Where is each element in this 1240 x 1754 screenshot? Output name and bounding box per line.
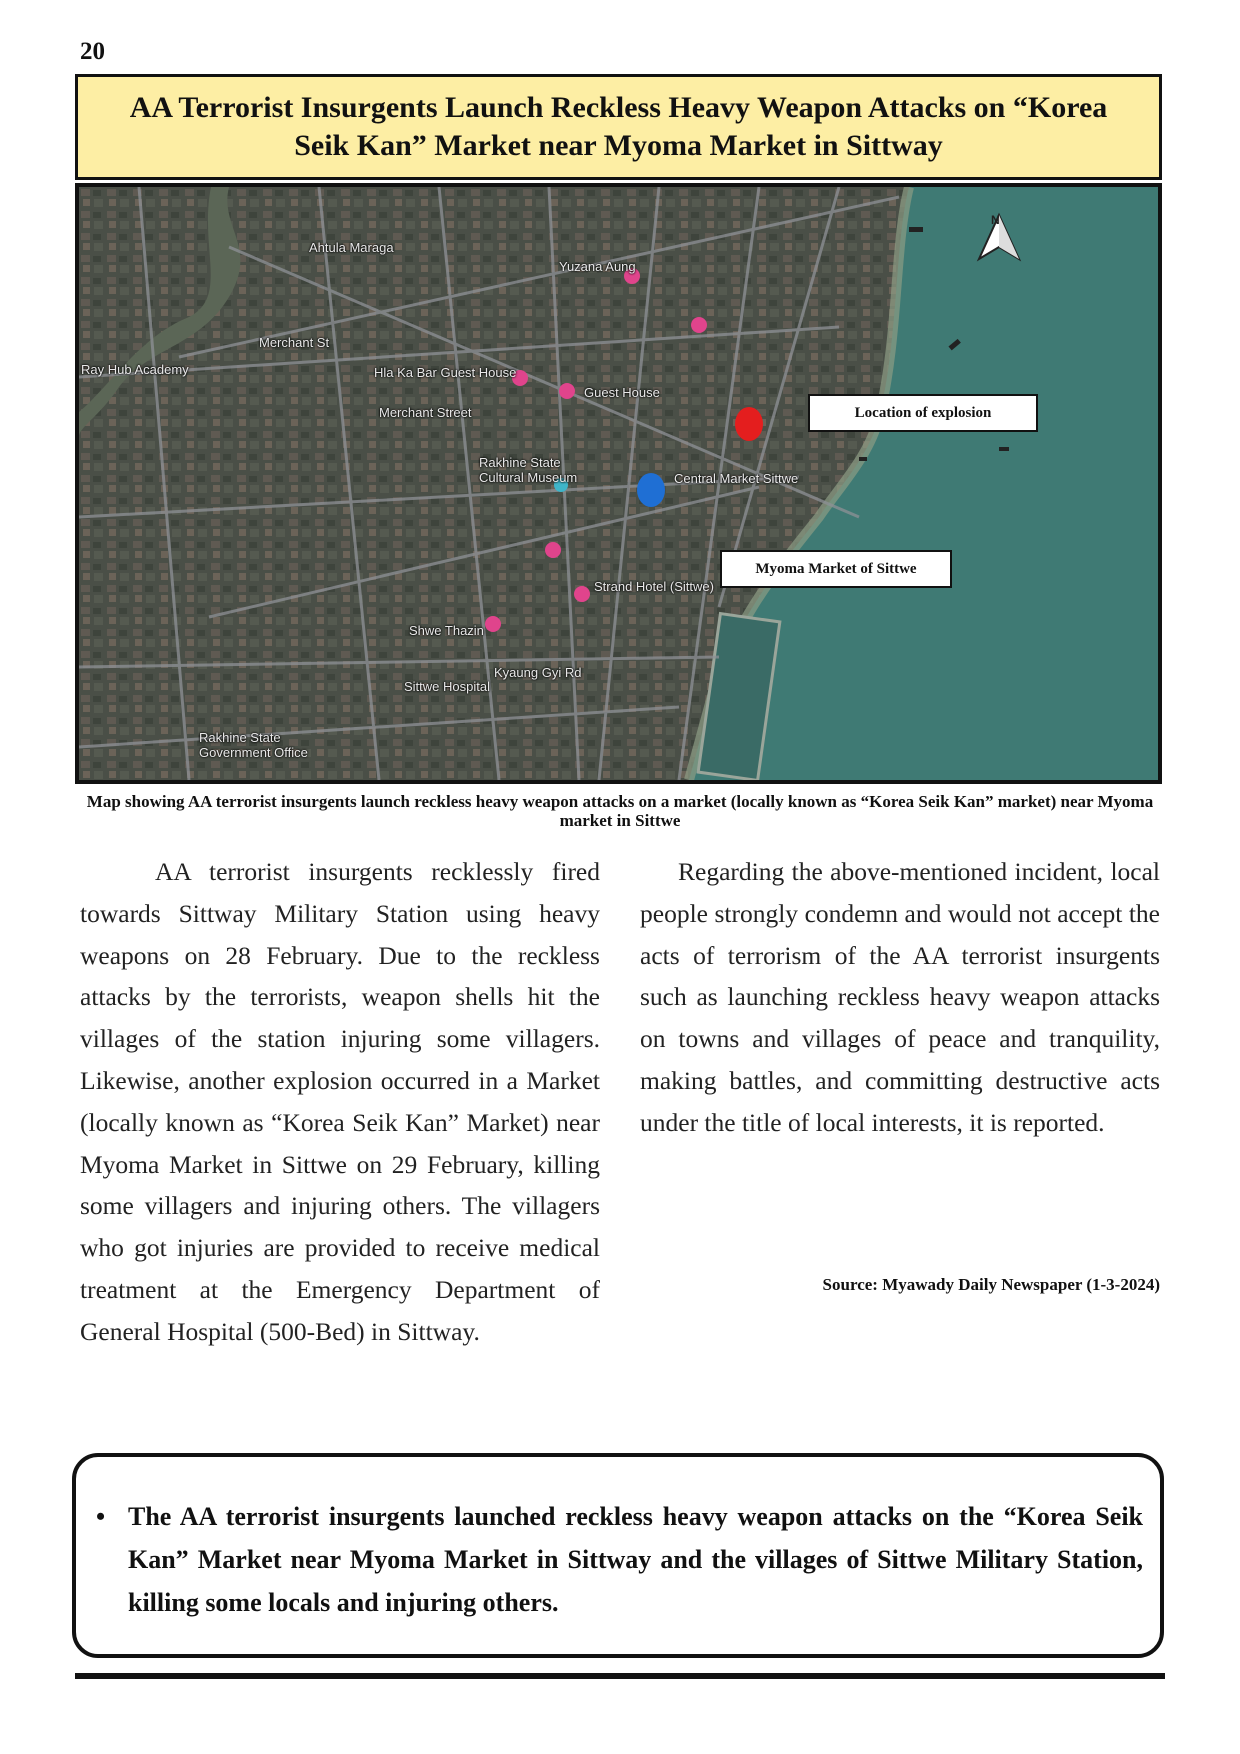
map-place-name: Ahtula Maraga: [309, 240, 394, 255]
explosion-marker: [735, 407, 763, 441]
map-place-name: Rakhine State Cultural Museum: [479, 455, 578, 485]
map-caption: Map showing AA terrorist insurgents launch reckless heavy weapon attacks on a market (locally known as “Korea Seik Kan” market) near Myoma market in Sittwe: [86, 792, 1154, 830]
title-box: [75, 74, 1162, 180]
map-place-name: Hla Ka Bar Guest House: [374, 365, 517, 380]
page-title: AA Terrorist Insurgents Launch Reckless Heavy Weapon Attacks on “Korea Seik Kan” Market near Myoma Market in Sittway: [129, 91, 1108, 162]
map-image: [79, 187, 1158, 780]
summary-box: [72, 1453, 1164, 1658]
map-place-name: Shwe Thazin: [409, 623, 484, 638]
explosion-label: Location of explosion: [808, 394, 1038, 432]
map-place-name: Rakhine State Government Office: [199, 730, 308, 760]
map-place-name: Ray Hub Academy: [81, 362, 189, 377]
body-paragraph: AA terrorist insurgents recklessly fired towards Sittway Military Station using heavy weapons on 28 February. Due to the reckless attacks by the terrorists, weapon shells hit the villages of the station injuring some villagers. Likewise, another explosion occurred in a Market (locally known as “Korea Seik Kan” Market) near Myoma Market in Sittwe on 29 February, killing some villagers and injuring others. The villagers who got injuries are provided to receive medical treatment at the Emergency Department of General Hospital (500-Bed) in Sittway.: [80, 857, 600, 1346]
map-place-name: Merchant St: [259, 335, 330, 350]
source-credit: Source: Myawady Daily Newspaper (1-3-2024): [822, 1275, 1160, 1294]
map-place-name: Guest House: [584, 385, 660, 400]
map-place-name: Strand Hotel (Sittwe): [594, 579, 714, 594]
summary-item: The AA terrorist insurgents launched reckless heavy weapon attacks on the “Korea Seik Kan” Market near Myoma Market in Sittway and the villages of Sittwe Military Station, killing some locals and injuring others.: [128, 1502, 1143, 1617]
bullet-icon: •: [96, 1502, 106, 1531]
myoma-market-marker: [637, 473, 665, 507]
compass-letter: N: [991, 213, 1000, 227]
map-place-name: Yuzana Aung: [559, 259, 636, 274]
myoma-market-label: Myoma Market of Sittwe: [720, 550, 952, 588]
map-place-name: Kyaung Gyi Rd: [494, 665, 582, 680]
body-left-column: [80, 851, 600, 1353]
body-right-column: [640, 851, 1160, 1144]
bottom-divider: [75, 1673, 1165, 1679]
map-place-name: Sittwe Hospital: [404, 679, 490, 694]
body-paragraph: Regarding the above-mentioned incident, local people strongly condemn and would not accept the acts of terrorism of the AA terrorist insurgents such as launching reckless heavy weapon attacks on towns and villages of peace and tranquility, making battles, and committing destructive acts under the title of local interests, it is reported.: [640, 857, 1160, 1137]
page-number: 20: [80, 38, 105, 65]
satellite-map: [75, 183, 1162, 784]
map-place-name: Merchant Street: [379, 405, 472, 420]
map-place-name: Central Market Sittwe: [674, 471, 799, 486]
